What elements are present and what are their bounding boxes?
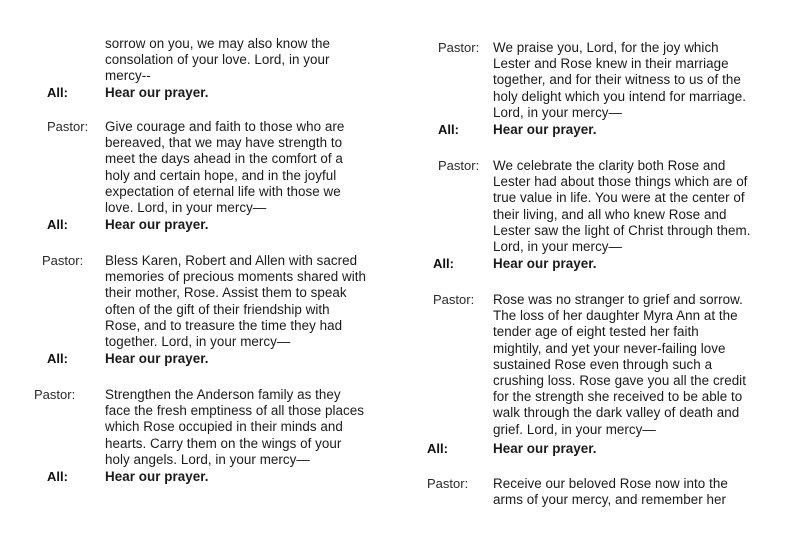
prayer-text [493,476,728,508]
text-line: meet the days ahead in the comfort of a [105,151,343,167]
text-line: Receive our beloved Rose now into the [493,476,728,491]
text-line: Hear our prayer. [493,256,597,271]
text-line: true value in life. You were at the center of [493,190,745,206]
speaker-pastor-label: Pastor: [438,158,480,173]
response-text [105,469,209,485]
speaker-pastor-label: Pastor: [433,292,475,307]
text-line: which Rose occupied in their minds and [105,419,343,435]
response-text [493,122,597,138]
text-line: The loss of her daughter Myra Ann at the [493,308,738,324]
right-column [400,0,800,536]
text-line: Strengthen the Anderson family as they [105,387,341,402]
text-line: mightily, and yet your never-failing love [493,340,726,356]
speaker-pastor-label: Pastor: [34,387,76,402]
text-line: their living, and all who knew Rose and [493,206,727,222]
text-line: crushing loss. Rose gave you all the credit [493,373,746,389]
text-line: Hear our prayer. [105,351,209,366]
text-line: Lord, in your mercy— [493,104,622,120]
text-line: Lester saw the light of Christ through them. [493,222,751,238]
text-line: bereaved, that we may have strength to [105,135,343,151]
speaker-all-label: All: [47,85,68,100]
text-line: memories of precious moments shared with [105,269,366,285]
text-line: tender age of eight tested her faith [493,324,699,340]
prayer-text [105,387,364,468]
text-line: holy angels. Lord, in your mercy— [105,451,310,467]
prayer-text [493,292,746,438]
text-line: arms of your mercy, and remember her [493,492,726,508]
speaker-pastor-label: Pastor: [427,476,469,491]
response-text [493,441,597,457]
text-line: for the strength she received to be able to [493,389,743,405]
text-line: together. Lord, in your mercy— [105,334,291,350]
speaker-all-label: All: [47,217,68,232]
text-line: consolation of your love. Lord, in your [105,52,330,68]
speaker-all-label: All: [438,122,459,137]
text-line: Lester had about those things which are of [493,174,748,190]
text-line: Hear our prayer. [105,469,209,484]
text-line: Hear our prayer. [493,122,597,137]
response-text [105,351,209,367]
text-line: face the fresh emptiness of all those places [105,403,364,419]
text-line: sorrow on you, we may also know the [105,36,331,51]
text-line: Hear our prayer. [105,85,209,100]
text-line: Give courage and faith to those who are [105,119,345,134]
text-line: their mother, Rose. Assist them to speak [105,285,347,301]
prayer-text [105,253,366,350]
text-line: Rose was no stranger to grief and sorrow. [493,292,743,307]
speaker-all-label: All: [427,441,448,456]
speaker-all-label: All: [47,351,68,366]
text-line: holy and certain hope, and in the joyful [105,167,337,183]
speaker-pastor-label: Pastor: [438,40,480,55]
prayer-text [493,158,751,255]
text-line: Lord, in your mercy— [493,239,622,255]
text-line: Rose, and to treasure the time they had [105,317,343,333]
text-line: Lester and Rose knew in their marriage [493,56,729,72]
text-line: mercy-- [105,68,151,84]
text-line: grief. Lord, in your mercy— [493,421,656,437]
speaker-all-label: All: [433,256,454,271]
response-text [105,85,209,101]
text-line: hearts. Carry them on the wings of your [105,435,342,451]
prayer-text [105,119,344,216]
text-line: often of the gift of their friendship with [105,301,330,317]
prayer-text [493,40,746,121]
speaker-all-label: All: [47,469,68,484]
speaker-pastor-label: Pastor: [47,119,89,134]
response-text [105,217,209,233]
text-line: Hear our prayer. [493,441,597,456]
text-line: Bless Karen, Robert and Allen with sacred [105,253,358,268]
speaker-pastor-label: Pastor: [42,253,84,268]
text-line: sustained Rose even through such a [493,356,713,372]
prayer-text [105,36,330,85]
response-text [493,256,597,272]
text-line: expectation of eternal life with those we [105,183,341,199]
text-line: We celebrate the clarity both Rose and [493,158,726,173]
text-line: holy delight which you intend for marriage. [493,88,746,104]
text-line: together, and for their witness to us of the [493,72,741,88]
text-line: love. Lord, in your mercy— [105,200,267,216]
text-line: Hear our prayer. [105,217,209,232]
text-line: We praise you, Lord, for the joy which [493,40,719,55]
text-line: walk through the dark valley of death and [493,405,740,421]
